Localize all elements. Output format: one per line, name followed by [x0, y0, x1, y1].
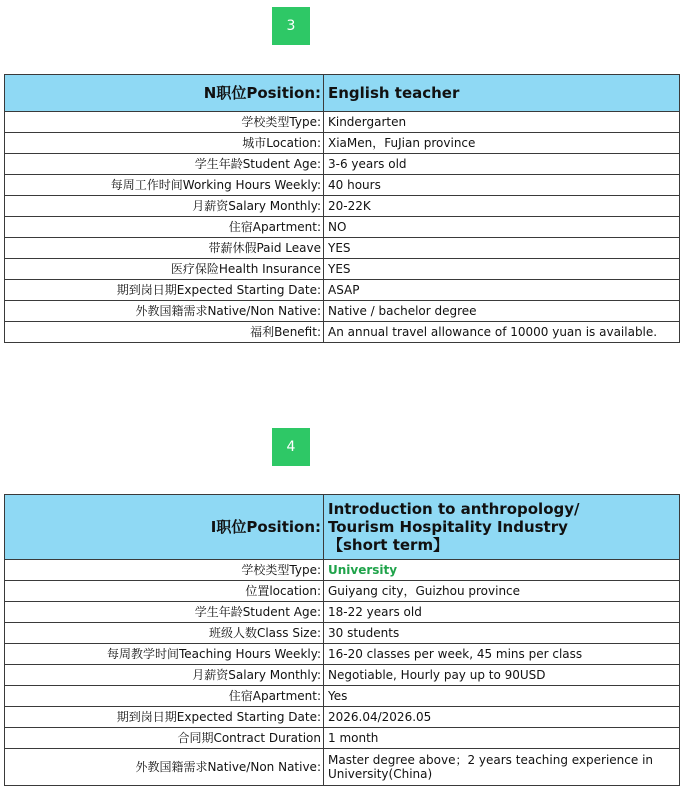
- row-value: Yes: [324, 686, 680, 707]
- row-value: 18-22 years old: [324, 602, 680, 623]
- row-label: 外教国籍需求Native/Non Native:: [5, 301, 324, 322]
- row-value: 20-22K: [324, 196, 680, 217]
- position-value: [324, 495, 680, 560]
- table-row: [5, 217, 680, 238]
- table-row: [5, 665, 680, 686]
- row-label: 城市Location:: [5, 133, 324, 154]
- row-value: Native / bachelor degree: [324, 301, 680, 322]
- table-row: [5, 322, 680, 343]
- position-label: I职位Position:: [5, 495, 324, 560]
- job-table-2: [4, 494, 680, 786]
- row-label: 位置location:: [5, 581, 324, 602]
- row-label: 月薪资Salary Monthly:: [5, 665, 324, 686]
- row-value-line: Master degree above；2 years teaching experience in: [328, 753, 654, 767]
- row-label: 福利Benefit:: [5, 322, 324, 343]
- table-row: [5, 560, 680, 581]
- row-label: 班级人数Class Size:: [5, 623, 324, 644]
- row-label: 合同期Contract Duration: [5, 728, 324, 749]
- table-row: [5, 259, 680, 280]
- row-label: 每周教学时间Teaching Hours Weekly:: [5, 644, 324, 665]
- row-label: 外教国籍需求Native/Non Native:: [5, 749, 324, 786]
- table-row: [5, 112, 680, 133]
- row-label: 学校类型Type:: [5, 112, 324, 133]
- row-label: 每周工作时间Working Hours Weekly:: [5, 175, 324, 196]
- row-value: An annual travel allowance of 10000 yuan is available.: [324, 322, 680, 343]
- table-row: [5, 154, 680, 175]
- row-label: 月薪资Salary Monthly:: [5, 196, 324, 217]
- row-value-line: University(China): [328, 767, 433, 781]
- row-value: 16-20 classes per week, 45 mins per class: [324, 644, 680, 665]
- table-row: [5, 707, 680, 728]
- position-value-line: Introduction to anthropology/: [328, 500, 580, 518]
- position-value: English teacher: [324, 75, 680, 112]
- row-label: 住宿Apartment:: [5, 686, 324, 707]
- table-row: [5, 602, 680, 623]
- row-value: Kindergarten: [324, 112, 680, 133]
- row-value: YES: [324, 259, 680, 280]
- row-value: NO: [324, 217, 680, 238]
- row-value: 40 hours: [324, 175, 680, 196]
- job-number-badge: 3: [272, 7, 310, 45]
- row-label: 期到岗日期Expected Starting Date:: [5, 707, 324, 728]
- row-value: ASAP: [324, 280, 680, 301]
- table-row: [5, 749, 680, 786]
- row-label: 学生年龄Student Age:: [5, 602, 324, 623]
- table-row: [5, 644, 680, 665]
- table-row: [5, 686, 680, 707]
- table-row: [5, 280, 680, 301]
- table-row: [5, 728, 680, 749]
- row-value: Negotiable, Hourly pay up to 90USD: [324, 665, 680, 686]
- table-row: [5, 238, 680, 259]
- position-value-line: Tourism Hospitality Industry: [328, 518, 568, 536]
- table-row: [5, 196, 680, 217]
- job-number-badge: 4: [272, 428, 310, 466]
- row-value: [324, 749, 680, 786]
- row-value: 30 students: [324, 623, 680, 644]
- position-row: [5, 495, 680, 560]
- row-label: 住宿Apartment:: [5, 217, 324, 238]
- row-label: 医疗保险Health Insurance: [5, 259, 324, 280]
- row-label: 学生年龄Student Age:: [5, 154, 324, 175]
- row-value: University: [324, 560, 680, 581]
- job-table-1: [4, 74, 680, 343]
- row-label: 期到岗日期Expected Starting Date:: [5, 280, 324, 301]
- row-value: 3-6 years old: [324, 154, 680, 175]
- row-label: 学校类型Type:: [5, 560, 324, 581]
- table-row: [5, 623, 680, 644]
- row-value: XiaMen，FuJian province: [324, 133, 680, 154]
- table-row: [5, 175, 680, 196]
- position-value-line: 【short term】: [328, 536, 449, 554]
- table-row: [5, 133, 680, 154]
- row-value: Guiyang city，Guizhou province: [324, 581, 680, 602]
- table-row: [5, 301, 680, 322]
- row-value: YES: [324, 238, 680, 259]
- row-value: 1 month: [324, 728, 680, 749]
- row-label: 带薪休假Paid Leave: [5, 238, 324, 259]
- position-label: N职位Position:: [5, 75, 324, 112]
- row-value: 2026.04/2026.05: [324, 707, 680, 728]
- position-row: [5, 75, 680, 112]
- table-row: [5, 581, 680, 602]
